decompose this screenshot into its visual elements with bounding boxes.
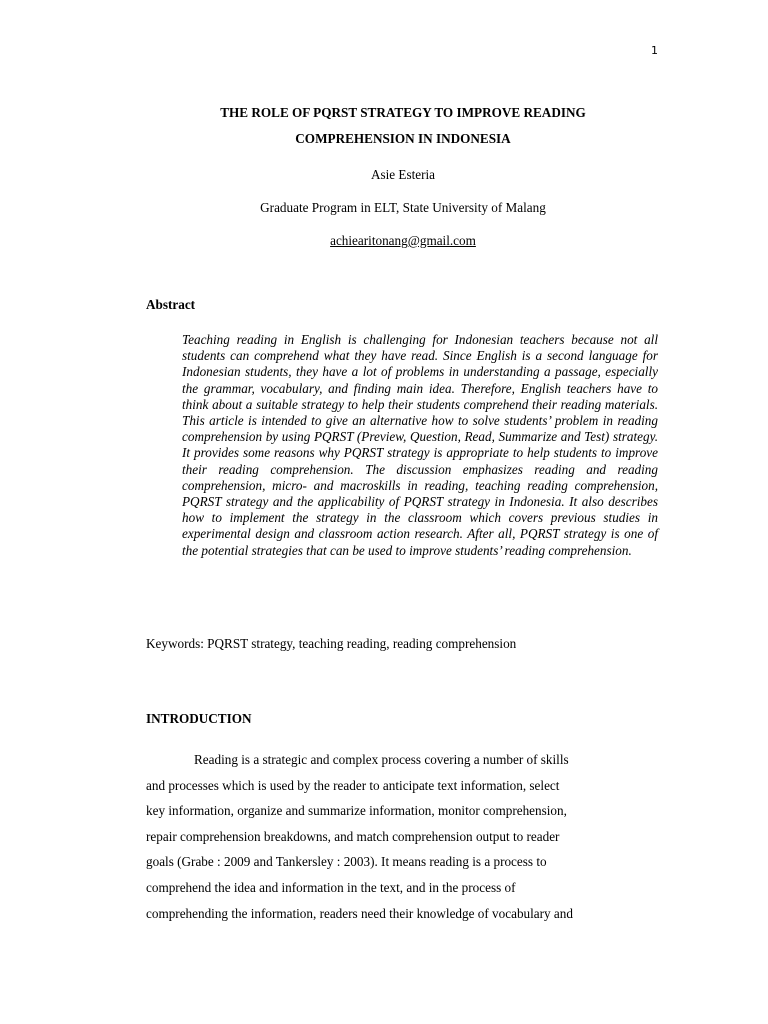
introduction-line: comprehending the information, readers need their knowledge of vocabulary and <box>146 905 573 921</box>
introduction-heading: INTRODUCTION <box>146 711 252 726</box>
introduction-line: goals (Grabe : 2009 and Tankersley : 2003). It means reading is a process to <box>146 854 547 870</box>
keywords: Keywords: PQRST strategy, teaching reading, reading comprehension <box>146 636 517 651</box>
introduction-line: key information, organize and summarize information, monitor comprehension, <box>146 803 567 819</box>
introduction-line: repair comprehension breakdowns, and match comprehension output to reader <box>146 828 560 844</box>
introduction-line: Reading is a strategic and complex process covering a number of skills <box>194 752 569 767</box>
author-name: Asie Esteria <box>370 167 436 182</box>
paper-title-line-2: COMPREHENSION IN INDONESIA <box>295 131 511 146</box>
abstract-text: Teaching reading in English is challenging for Indonesian teachers because not all students can comprehend what they have read. Since English is a second language for Indonesian students, they have a lot of problems in understanding a passage, especially the grammar, vocabulary, and finding main idea. Therefore, English teachers have to think about a suitable strategy to help their students comprehend their reading materials. This article is intended to give an alternative how to solve students’ problem in reading comprehension by using PQRST (Preview, Question, Read, Summarize and Test) strategy. It provides some reasons why PQRST strategy is appropriate to help students to improve their reading comprehension. The discussion emphasizes reading and reading comprehension, micro- and macroskills in reading, teaching reading comprehension, PQRST strategy and the applicability of PQRST strategy in Indonesia. It also describes how to implement the strategy in the classroom which covers previous studies in experimental design and classroom action research. After all, PQRST strategy is one of the potential strategies that can be used to improve students’ reading comprehension. <box>182 332 658 558</box>
author-email-link[interactable]: achiearitonang@gmail.com <box>330 233 476 248</box>
page-number: 1 <box>651 44 658 57</box>
introduction-line: and processes which is used by the reader to anticipate text information, select <box>146 777 560 793</box>
paper-title-line-1: THE ROLE OF PQRST STRATEGY TO IMPROVE READING <box>220 105 586 120</box>
introduction-body <box>146 747 658 926</box>
author-affiliation: Graduate Program in ELT, State University of Malang <box>260 200 546 215</box>
introduction-line: comprehend the idea and information in the text, and in the process of <box>146 879 516 895</box>
paper-title <box>146 100 660 152</box>
abstract-heading: Abstract <box>146 297 196 312</box>
